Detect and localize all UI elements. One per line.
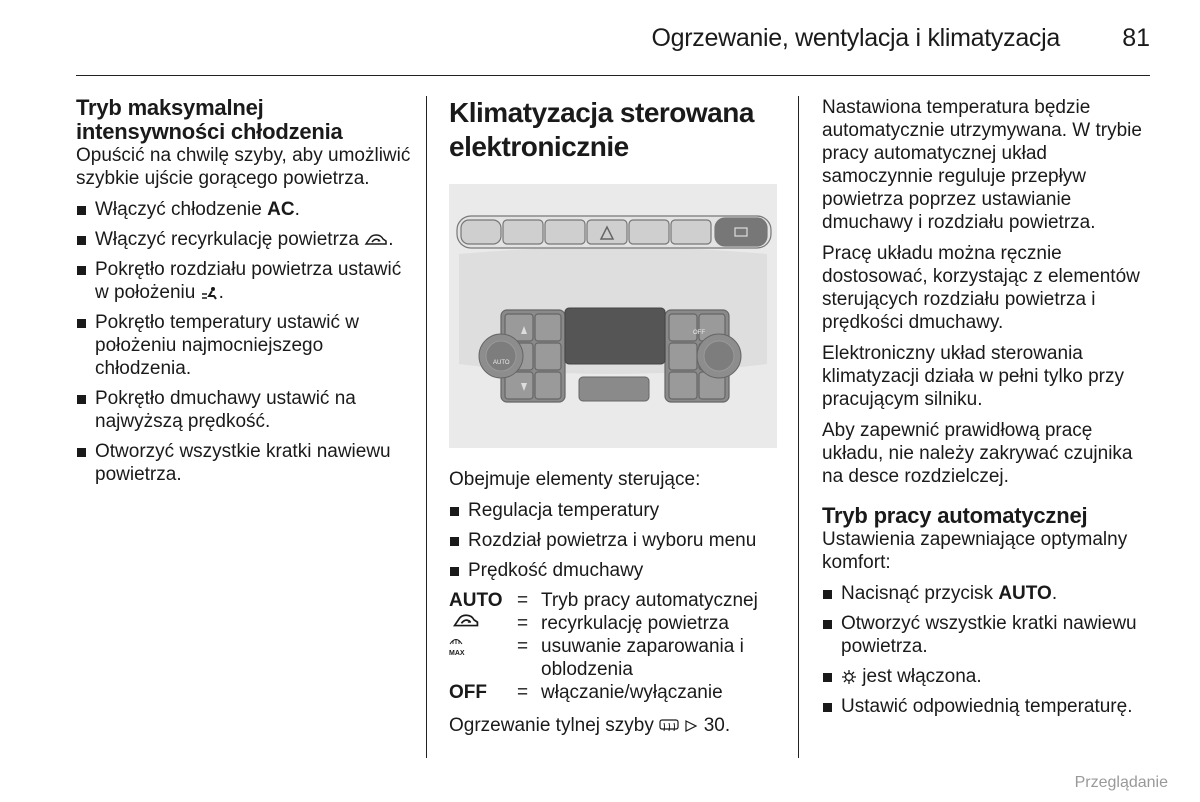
recirculation-icon bbox=[364, 233, 388, 247]
paragraph: Nastawiona temperatura będzie automatycznie utrzymywana. W trybie pracy automatycznej układ samoczynnie reguluje przepływ powietrza poprzez ustawianie dmuchawy i rozdziału powietrza. bbox=[822, 97, 1142, 233]
list-item: Ustawić odpowiednią temperaturę. bbox=[822, 695, 1152, 718]
list-item bbox=[822, 665, 1152, 688]
recirculation-icon bbox=[449, 613, 483, 629]
browse-link[interactable]: Przeglądanie bbox=[1074, 774, 1168, 791]
climate-panel-illustration bbox=[449, 184, 777, 448]
column-divider-2 bbox=[798, 96, 799, 758]
header-rule bbox=[76, 75, 1150, 76]
column-2 bbox=[449, 96, 787, 745]
list-item bbox=[76, 198, 412, 221]
paragraph: Elektroniczny układ sterowania klimatyzacji działa w pełni tylko przy pracującym silniku. bbox=[822, 343, 1124, 410]
off-button-label: OFF bbox=[693, 330, 705, 336]
list-item: Pokrętło dmuchawy ustawić na najwyższą prędkość. bbox=[76, 387, 412, 433]
page-number: 81 bbox=[1122, 24, 1150, 52]
item-text: Nacisnąć przycisk bbox=[841, 583, 999, 604]
column-divider-1 bbox=[426, 96, 427, 758]
max-label: MAX bbox=[449, 650, 465, 657]
item-text: Włączyć recyrkulację powietrza bbox=[95, 229, 359, 250]
list-item: Otworzyć wszystkie kratki nawiewu powietrza. bbox=[822, 612, 1152, 658]
item-text: Pokrętło rozdziału powietrza ustawić w położeniu bbox=[95, 259, 402, 303]
climate-control-heading: Klimatyzacja sterowana elektronicznie bbox=[449, 97, 754, 162]
max-cooling-heading: Tryb maksymalnej intensywności chłodzenia bbox=[76, 95, 343, 144]
legend-eq: = bbox=[517, 613, 529, 634]
footwell-vent-icon bbox=[201, 286, 219, 300]
legend-key-recirculation bbox=[449, 612, 517, 635]
page-reference-arrow-icon bbox=[684, 719, 698, 733]
rear-heating-text: Ogrzewanie tylnej szyby bbox=[449, 715, 654, 736]
paragraph: Aby zapewnić prawidłową pracę układu, nie należy zakrywać czujnika na desce rozdzielczej. bbox=[822, 420, 1133, 487]
auto-mode-intro: Ustawienia zapewniające optymalny komfort: bbox=[822, 529, 1128, 573]
list-item: Pokrętło temperatury ustawić w położeniu najmocniejszego chłodzenia. bbox=[76, 311, 412, 380]
legend-eq: = bbox=[517, 590, 529, 611]
item-punct: . bbox=[1051, 583, 1058, 604]
item-punct: . bbox=[388, 229, 394, 250]
list-item bbox=[76, 258, 412, 304]
legend-key-off: OFF bbox=[449, 682, 487, 703]
item-punct: . bbox=[294, 199, 300, 220]
legend-key-auto: AUTO bbox=[449, 590, 503, 611]
legend-desc: recyrkulację powietrza bbox=[541, 613, 729, 634]
max-defrost-icon bbox=[449, 635, 463, 645]
auto-mode-heading: Tryb pracy automatycznej bbox=[822, 503, 1088, 528]
item-text: Włączyć chłodzenie bbox=[95, 199, 268, 220]
legend-desc: Tryb pracy automatycznej bbox=[541, 590, 758, 611]
legend-key-max-defrost bbox=[449, 635, 517, 681]
symbol-legend bbox=[449, 589, 787, 704]
cooling-snowflake-icon bbox=[841, 669, 857, 685]
max-cooling-intro: Opuścić na chwilę szyby, aby umożliwić szybkie ujście gorącego powietrza. bbox=[76, 145, 411, 189]
controls-intro: Obejmuje elementy sterujące: bbox=[449, 469, 701, 490]
legend-desc: usuwanie zaparowania i oblodzenia bbox=[541, 636, 744, 680]
legend-eq: = bbox=[517, 682, 529, 703]
list-item bbox=[822, 582, 1152, 605]
max-cooling-list bbox=[76, 198, 412, 486]
rear-heating-note bbox=[449, 714, 787, 737]
column-1 bbox=[76, 96, 412, 493]
rear-window-heating-icon bbox=[659, 719, 679, 733]
list-item bbox=[76, 228, 412, 251]
page-reference: 30. bbox=[703, 715, 731, 736]
legend-desc: włączanie/wyłączanie bbox=[541, 682, 723, 703]
auto-button-label: AUTO bbox=[493, 360, 510, 366]
auto-label: AUTO bbox=[998, 583, 1052, 604]
page-header-title: Ogrzewanie, wentylacja i klimatyzacja bbox=[651, 24, 1060, 52]
item-text: jest włączona. bbox=[862, 666, 982, 687]
ac-label: AC bbox=[267, 199, 295, 220]
list-item: Regulacja temperatury bbox=[449, 499, 787, 522]
legend-eq: = bbox=[517, 636, 529, 657]
controls-list bbox=[449, 499, 787, 582]
control-panel-drawing bbox=[449, 184, 777, 448]
auto-mode-list bbox=[822, 582, 1152, 718]
list-item: Rozdział powietrza i wyboru menu bbox=[449, 529, 787, 552]
column-3 bbox=[822, 96, 1152, 725]
list-item: Prędkość dmuchawy bbox=[449, 559, 787, 582]
item-punct: . bbox=[218, 282, 224, 303]
list-item: Otworzyć wszystkie kratki nawiewu powietrza. bbox=[76, 440, 412, 486]
paragraph: Pracę układu można ręcznie dostosować, korzystając z elementów sterujących rozdziału powietrza i prędkości dmuchawy. bbox=[822, 243, 1140, 333]
